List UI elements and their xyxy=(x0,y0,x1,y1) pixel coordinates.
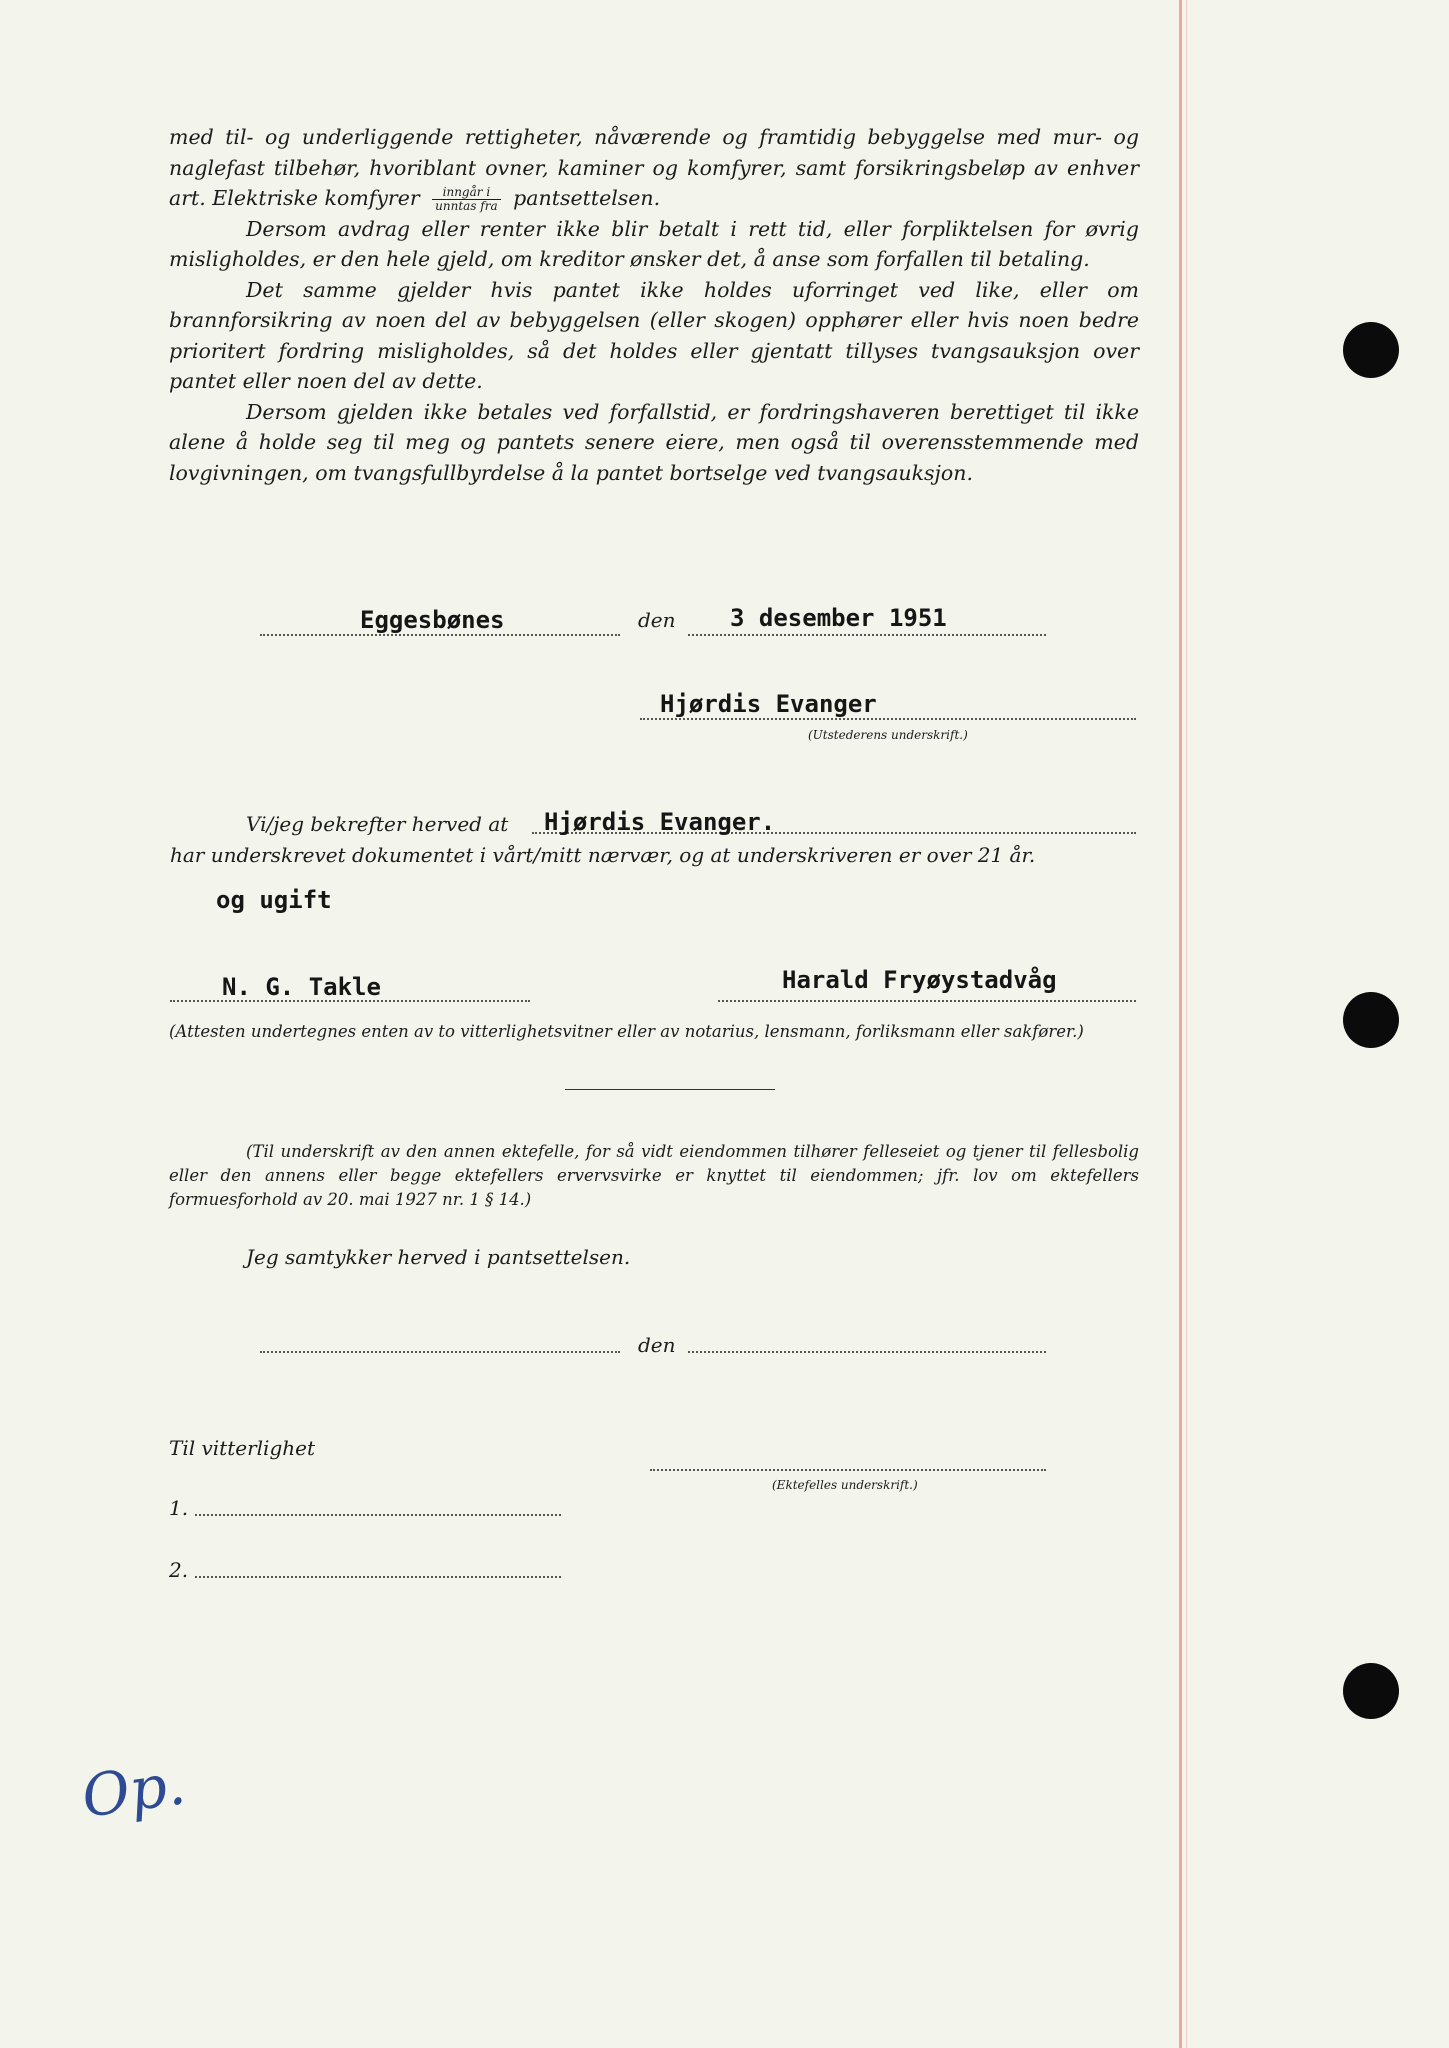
section-divider xyxy=(565,1089,775,1090)
confirmation-prefix: Vi/jeg bekrefter herved at xyxy=(246,812,509,836)
confirmation-text: har underskrevet dokumentet i vårt/mitt nærvær, og at underskriveren er over 21 år. xyxy=(170,843,1036,867)
margin-rule xyxy=(1179,0,1182,2048)
witness-1-line xyxy=(170,1000,530,1002)
attest-note: (Attesten undertegnes enten av to vitterlighetsvitner eller av notarius, lensmann, forliksmann eller sakfører.) xyxy=(169,1022,1084,1041)
spouse-note: (Til underskrift av den annen ektefelle, for så vidt eiendommen tilhører felleseiet og tjener til fellesbolig eller den annens eller begge ektefellers ervervsvirke er knyttet til eiendommen; jfr. lov om ektefellers formuesforhold av 20. mai 1927 nr. 1 § 14.) xyxy=(169,1142,1139,1209)
den-label: den xyxy=(638,608,676,632)
terms-paragraph-1: med til- og underliggende rettigheter, nåværende og framtidig bebyggelse med mur- og naglefast tilbehør, hvoriblant ovner, kaminer og komfyrer, samt forsikringsbeløp av enhver art. Elektriske komfyrer $\frac{\text{inngår i}}{\text{unntas fra}}$ pantsettelsen. xyxy=(169,125,1139,213)
punch-hole-top xyxy=(1343,322,1399,378)
punch-hole-bottom xyxy=(1343,1663,1399,1719)
witness-number-1: 1. xyxy=(169,1496,189,1520)
spouse-caption: (Ektefelles underskrift.) xyxy=(772,1478,918,1492)
spouse-date-line xyxy=(688,1351,1046,1353)
issuer-line xyxy=(640,718,1136,720)
date-value: 3 desember 1951 xyxy=(730,604,947,632)
confirmation-addition: og ugift xyxy=(216,886,332,914)
issuer-caption: (Utstederens underskrift.) xyxy=(808,728,968,742)
punch-hole-middle xyxy=(1343,992,1399,1048)
mortgage-terms xyxy=(169,122,1139,488)
spouse-signature-line xyxy=(650,1469,1046,1471)
witness-2-line xyxy=(718,1000,1136,1002)
issuer-name: Hjørdis Evanger xyxy=(660,690,877,718)
date-line xyxy=(688,634,1046,636)
margin-initials: Op. xyxy=(77,1749,190,1831)
witness-2-name: Harald Fryøystadvåg xyxy=(782,966,1057,994)
vitterlighet-line-2 xyxy=(195,1576,561,1578)
place-value: Eggesbønes xyxy=(360,606,505,634)
margin-rule-secondary xyxy=(1186,0,1187,2048)
confirmed-name: Hjørdis Evanger. xyxy=(544,808,776,836)
terms-paragraph-2: Dersom avdrag eller renter ikke blir betalt i rett tid, eller forpliktelsen for øvrig misligholdes, er den hele gjeld, om kreditor ønsker det, å anse som forfallen til betaling. xyxy=(169,216,1139,271)
consent-text: Jeg samtykker herved i pantsettelsen. xyxy=(246,1245,631,1269)
til-vitterlighet-label: Til vitterlighet xyxy=(169,1436,316,1460)
terms-paragraph-4: Dersom gjelden ikke betales ved forfallstid, er fordringshaveren berettiget til ikke alene å holde seg til meg og pantets senere eiere, men også til overensstemmende med lovgivningen, om tvangsfullbyrdelse å la pantet bortselge ved tvangsauksjon. xyxy=(169,399,1139,485)
fraction-choice: $\frac{\text{inngår i}}{\text{unntas fra}}$ xyxy=(432,186,500,213)
terms-paragraph-3: Det samme gjelder hvis pantet ikke holdes uforringet ved like, eller om brannforsikring av noen del av bebyggelsen (eller skogen) opphører eller hvis noen bedre prioritert fordring misligholdes, så det holdes eller gjentatt tillyses tvangsauksjon over pantet eller noen del av dette. xyxy=(169,277,1139,393)
witness-number-2: 2. xyxy=(169,1558,189,1582)
spouse-place-line xyxy=(260,1351,620,1353)
vitterlighet-line-1 xyxy=(195,1514,561,1516)
second-den-label: den xyxy=(638,1333,676,1357)
place-line xyxy=(260,634,620,636)
witness-1-name: N. G. Takle xyxy=(222,973,381,1001)
